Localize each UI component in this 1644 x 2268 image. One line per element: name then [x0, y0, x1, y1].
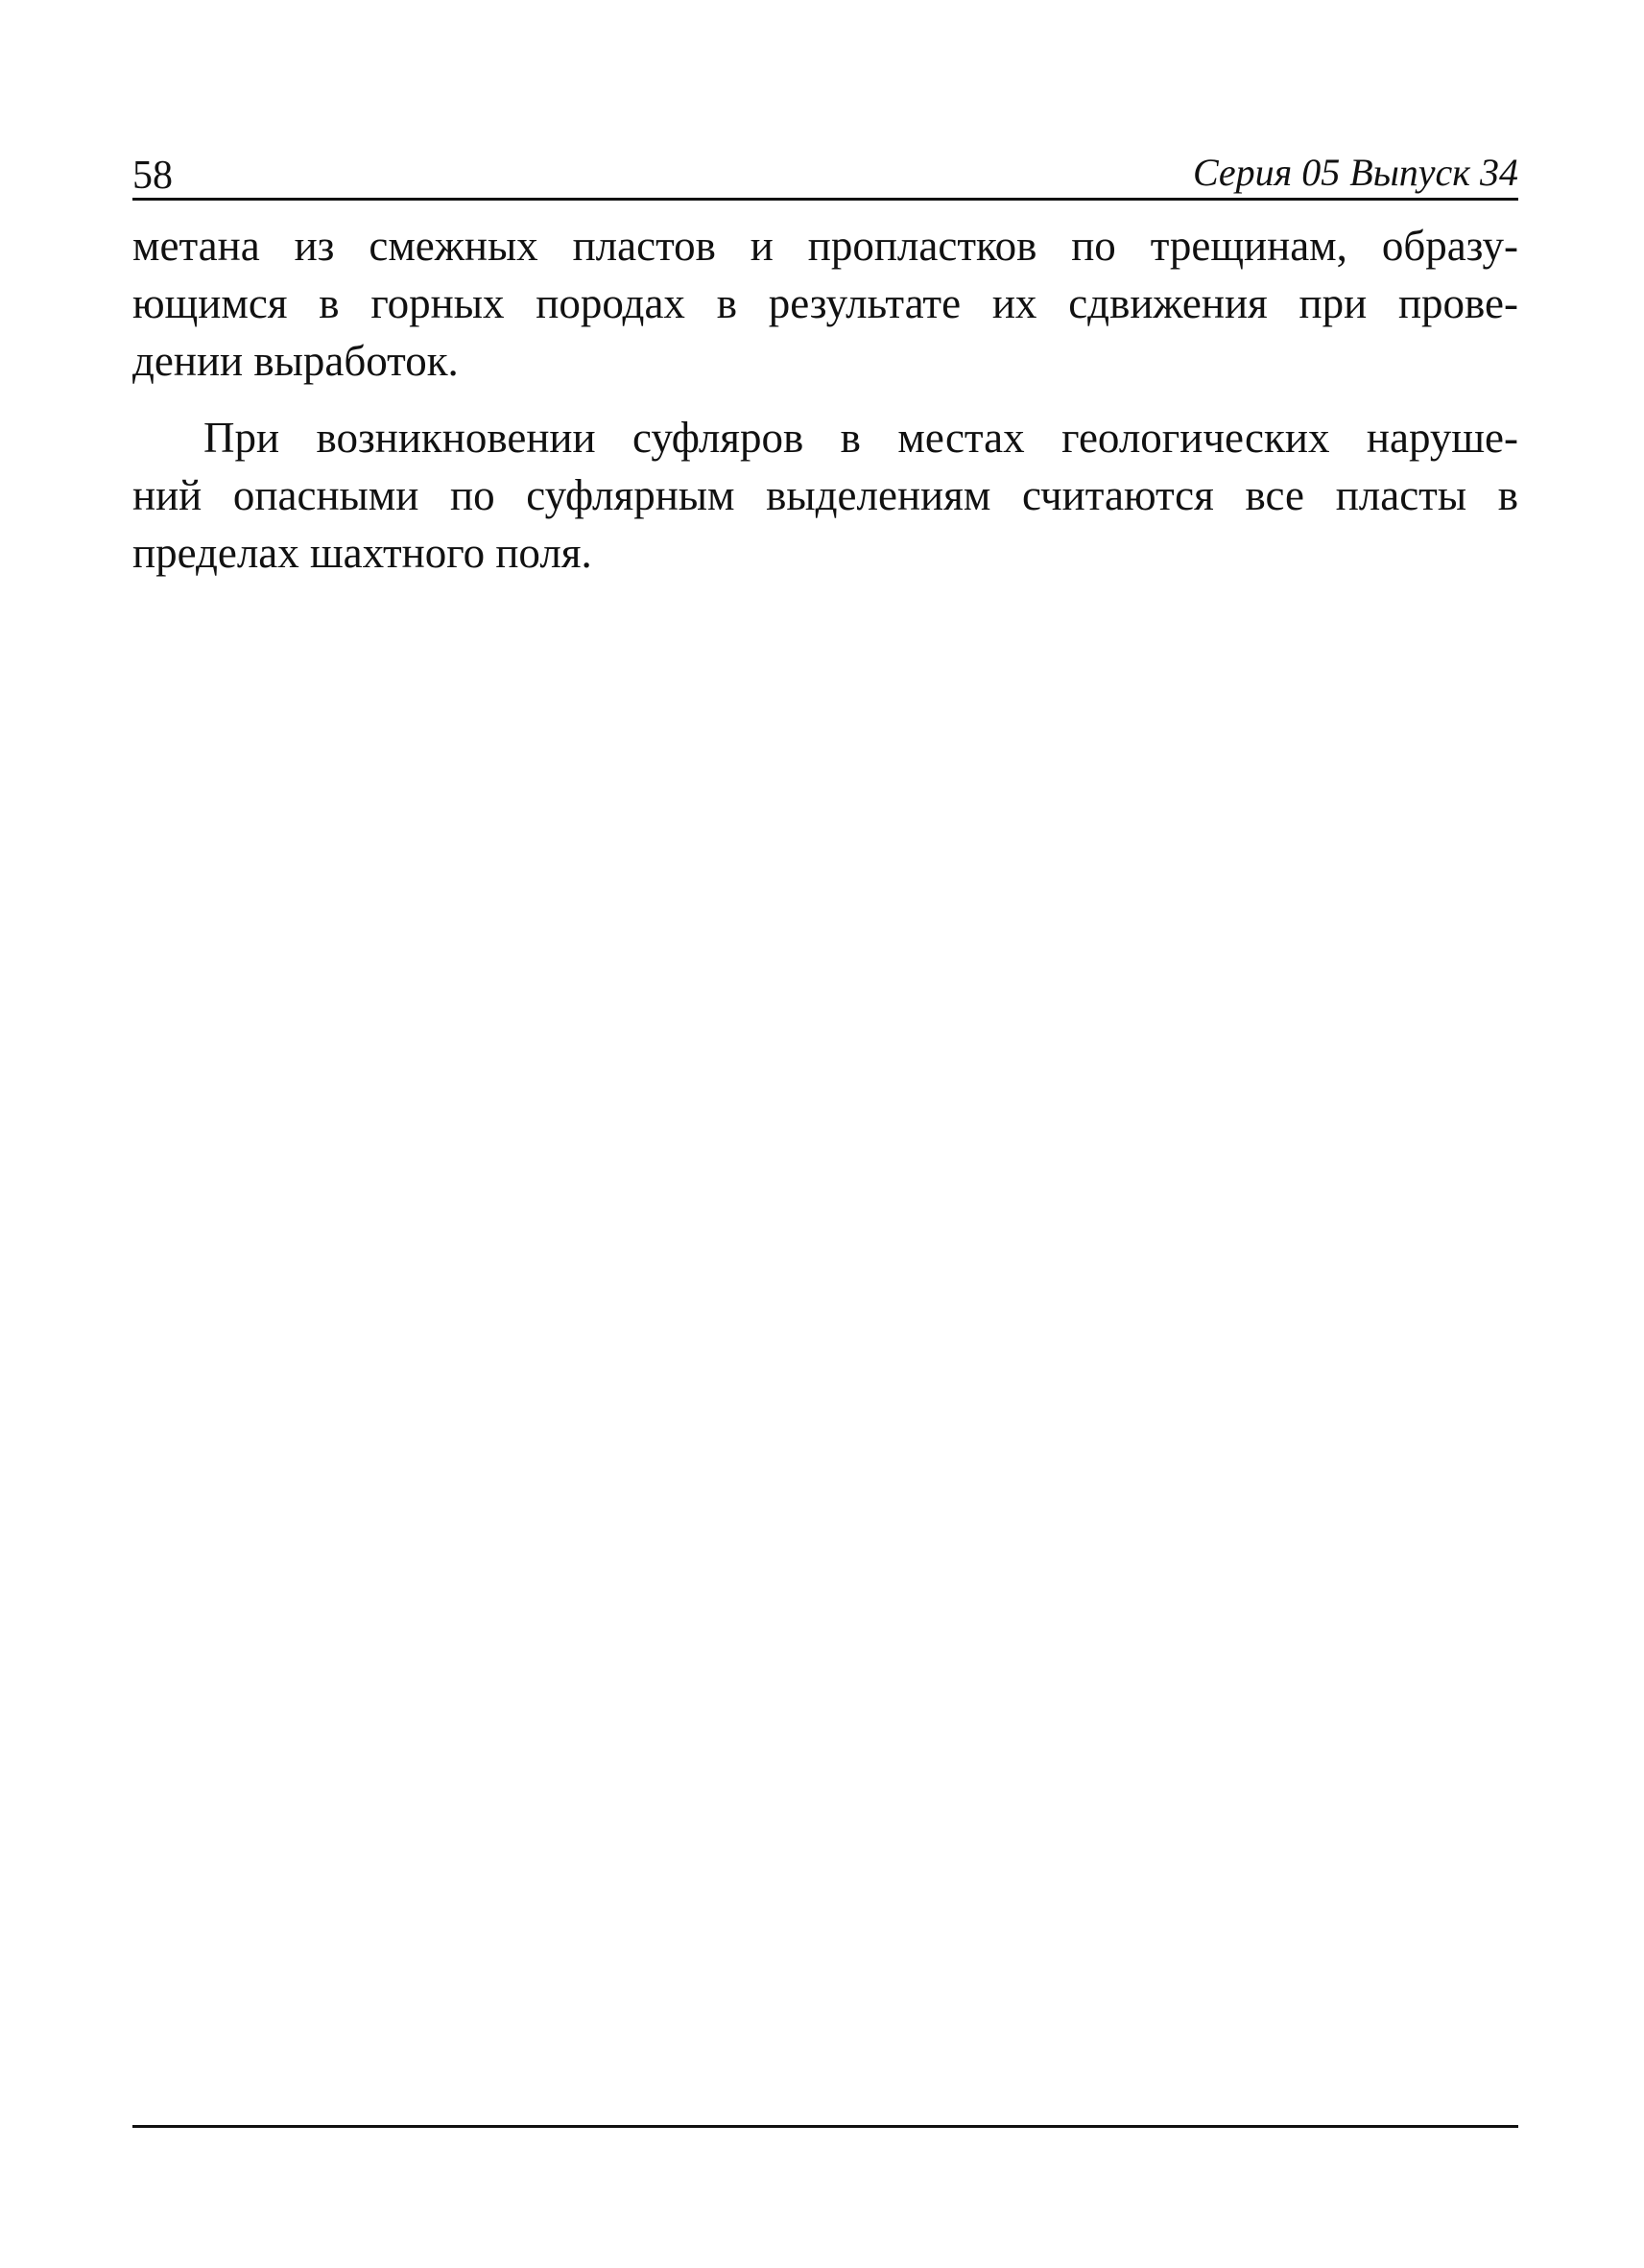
- running-head: Серия 05 Выпуск 34: [1192, 151, 1518, 194]
- text-line: метана из смежных пластов и пропластков по трещинам, образу-: [132, 222, 1518, 270]
- footer-rule: [132, 2125, 1518, 2128]
- body-text: [132, 217, 1518, 601]
- page-number: 58: [132, 154, 173, 198]
- page-header: [132, 142, 1518, 201]
- text-line: дении выработок.: [132, 337, 459, 385]
- paragraph: [132, 217, 1518, 390]
- paragraph: [132, 409, 1518, 582]
- text-line: пределах шахтного поля.: [132, 529, 592, 577]
- text-line: При возникновении суфляров в местах геологических наруше-: [203, 414, 1518, 462]
- text-line: ющимся в горных породах в результате их сдвижения при прове-: [132, 279, 1518, 327]
- text-line: ний опасными по суфлярным выделениям считаются все пласты в: [132, 471, 1518, 519]
